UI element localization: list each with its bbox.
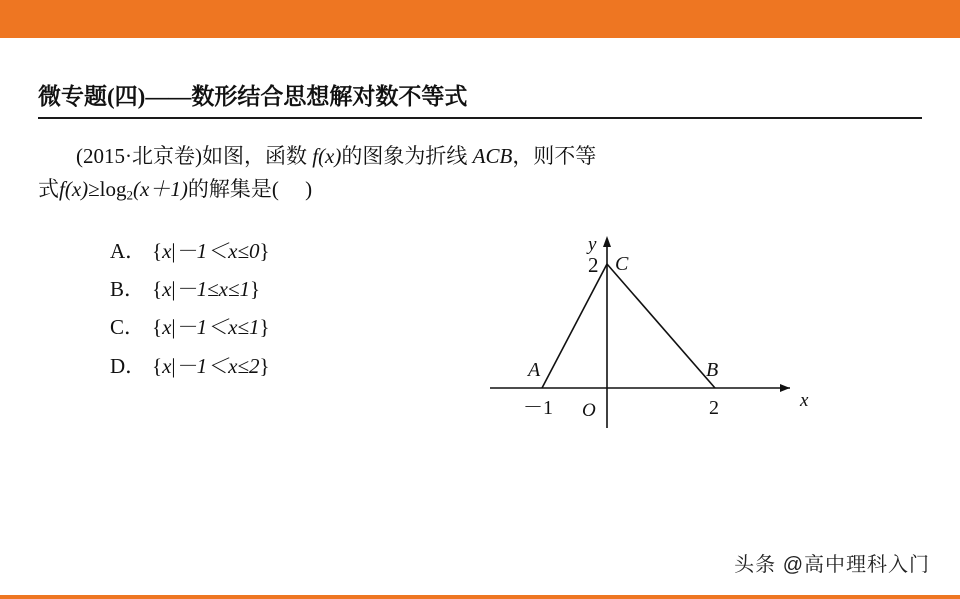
line2-end: ): [305, 176, 313, 201]
line2-prefix: 式: [38, 176, 59, 201]
label-x-axis: x: [800, 390, 809, 411]
label-two-x: 2: [709, 397, 719, 419]
segment-cb: [607, 264, 715, 388]
label-minus-one: －1: [523, 397, 553, 419]
question-acb: ACB: [472, 144, 513, 168]
question-text-1: 如图，函数: [201, 144, 307, 168]
choice-a-cond: －1＜x≤0: [175, 239, 260, 263]
label-two-y: 2: [588, 253, 599, 277]
y-axis-arrow: [603, 236, 611, 247]
title-underline: [38, 117, 922, 119]
x-axis-arrow: [780, 384, 790, 392]
title-block: [38, 78, 922, 119]
choice-d-bar: |: [171, 353, 176, 378]
choice-c-var: x: [162, 315, 172, 340]
label-y-axis: y: [588, 234, 597, 255]
choice-d-var: x: [162, 353, 172, 378]
choice-a-open: {: [152, 239, 163, 263]
choice-a[interactable]: [110, 232, 470, 270]
choice-c-label: C．: [110, 315, 146, 340]
choice-a-bar: |: [171, 239, 176, 263]
choice-c-bar: |: [171, 315, 176, 340]
choice-a-var: x: [162, 239, 172, 263]
choice-d[interactable]: [110, 347, 470, 385]
question-stem-line2: [38, 173, 922, 206]
question-stem: [38, 140, 922, 173]
choice-c-open: {: [152, 315, 163, 340]
question-block: [38, 140, 922, 205]
question-source: (2015·北京卷): [76, 144, 202, 168]
choice-b-close: }: [250, 277, 261, 302]
choice-d-label: D．: [110, 353, 147, 378]
question-text-3: ，则不等: [512, 144, 597, 168]
graph-svg: [470, 228, 830, 443]
choice-b-bar: |: [171, 277, 176, 302]
label-point-a: A: [528, 359, 541, 381]
choice-b-var: x: [162, 277, 172, 302]
choice-c[interactable]: [110, 308, 470, 346]
bottom-accent-bar: [0, 595, 960, 599]
segment-ac: [542, 264, 607, 388]
question-fx: f(x): [312, 144, 342, 168]
line2-argument: (x＋1): [133, 176, 188, 201]
choice-b-cond: －1≤x≤1: [175, 277, 251, 302]
label-point-c: C: [615, 253, 629, 275]
label-origin: O: [582, 400, 596, 421]
choice-b[interactable]: [110, 270, 470, 308]
graph-figure: [470, 228, 830, 443]
choice-d-open: {: [152, 353, 163, 378]
choice-a-label: A．: [110, 239, 147, 263]
question-text-2: 的图象为折线: [341, 144, 468, 168]
choice-a-close: }: [259, 239, 270, 263]
line2-log-base: 2: [126, 187, 134, 203]
line2-relation: ≥log: [88, 176, 127, 201]
watermark-footer: 头条 @高中理科入门: [734, 554, 930, 576]
choice-b-open: {: [152, 277, 163, 302]
label-point-b: B: [706, 359, 719, 381]
line2-suffix: 的解集是(: [187, 176, 279, 201]
choice-d-close: }: [259, 353, 270, 378]
page-title: 微专题(四)——数形结合思想解对数不等式: [38, 84, 468, 109]
choice-b-label: B．: [110, 277, 146, 302]
choice-list: [110, 232, 470, 385]
choice-c-cond: －1＜x≤1: [175, 315, 260, 340]
line2-fx: f(x): [59, 176, 89, 201]
choice-c-close: }: [259, 315, 270, 340]
choice-d-cond: －1＜x≤2: [175, 353, 260, 378]
top-accent-bar: [0, 0, 960, 38]
